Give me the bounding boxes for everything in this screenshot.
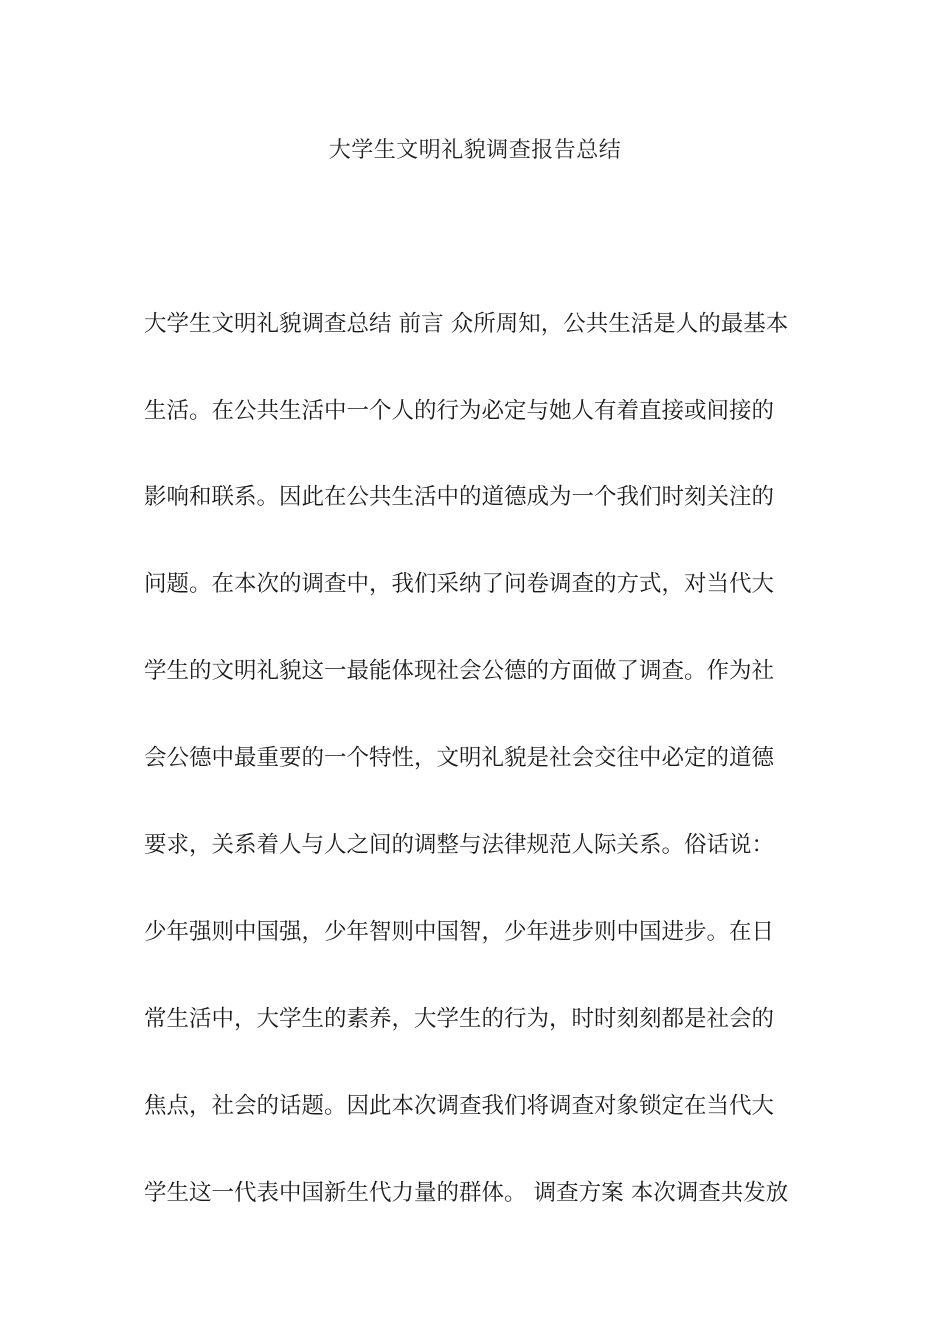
body-line: 常生活中，大学生的素养，大学生的行为，时时刻刻都是社会的 xyxy=(144,1006,775,1032)
document-title: 大学生文明礼貌调查报告总结 xyxy=(328,138,622,163)
body-line: 少年强则中国强，少年智则中国智，少年进步则中国进步。在日 xyxy=(144,919,775,945)
body-line: 会公德中最重要的一个特性，文明礼貌是社会交往中必定的道德 xyxy=(144,745,775,771)
body-line: 要求，关系着人与人之间的调整与法律规范人际关系。俗话说： xyxy=(144,832,775,858)
body-line: 焦点，社会的话题。因此本次调查我们将调查对象锁定在当代大 xyxy=(144,1093,775,1119)
body-line: 生活。在公共生活中一个人的行为必定与她人有着直接或间接的 xyxy=(144,398,775,424)
body-line: 学生这一代表中国新生代力量的群体。 调查方案 本次调查共发放 xyxy=(144,1180,789,1206)
body-line: 学生的文明礼貌这一最能体现社会公德的方面做了调查。作为社 xyxy=(144,658,775,684)
body-line: 问题。在本次的调查中，我们采纳了问卷调查的方式，对当代大 xyxy=(144,571,775,597)
body-line: 大学生文明礼貌调查总结 前言 众所周知，公共生活是人的最基本 xyxy=(144,311,789,337)
body-line: 影响和联系。因此在公共生活中的道德成为一个我们时刻关注的 xyxy=(144,484,775,510)
